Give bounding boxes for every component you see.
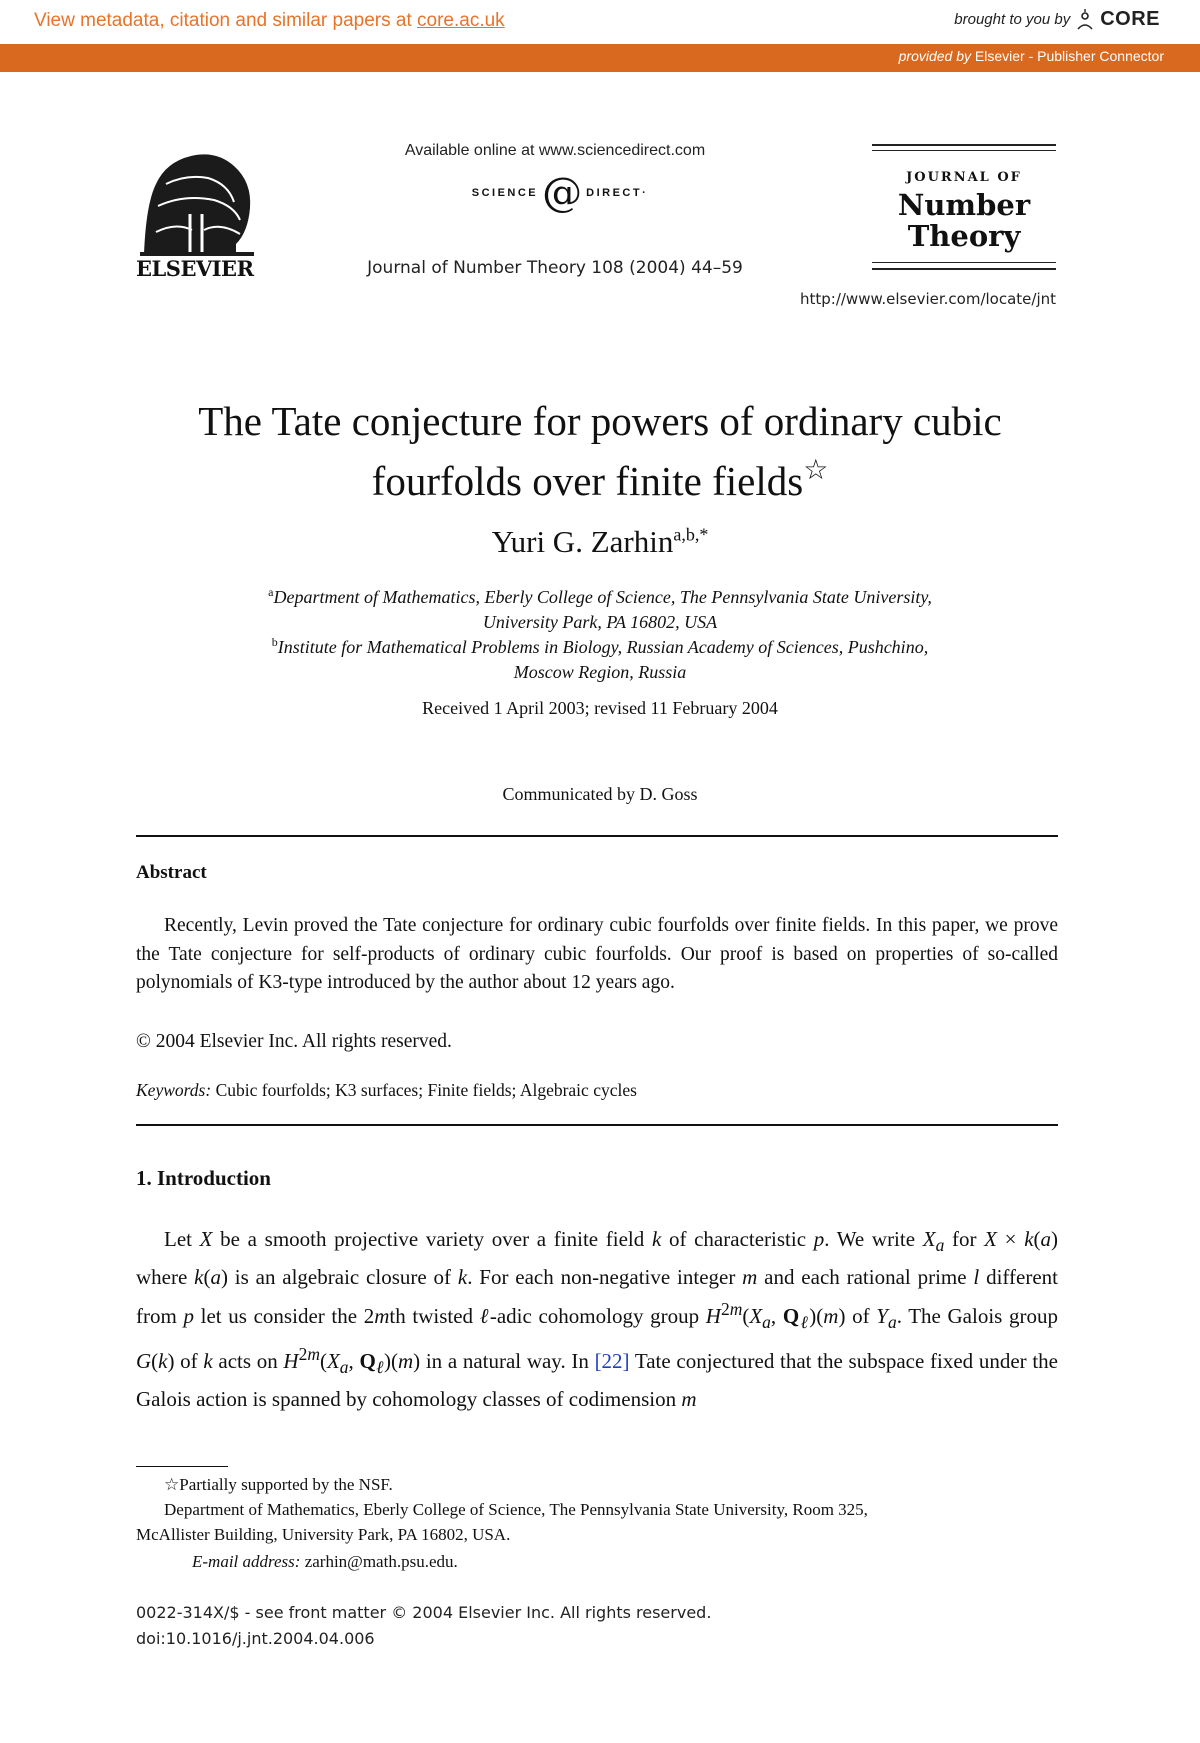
paper-title xyxy=(100,396,1100,506)
reference-link-22[interactable]: [22] xyxy=(594,1348,630,1373)
journal-logo-theory: Theory xyxy=(907,219,1021,253)
issn-line: 0022-314X/$ - see front matter © 2004 Elsevier Inc. All rights reserved. xyxy=(136,1603,712,1622)
elsevier-wordmark: ELSEVIER xyxy=(136,256,254,281)
journal-logo-number: Number xyxy=(897,188,1031,222)
title-line-2 xyxy=(100,446,1100,506)
communicated-by: Communicated by D. Goss xyxy=(502,784,698,804)
intro-paragraph: Let X be a smooth projective variety over a finite field k of characteristic p. We write $X_a$ for X × k(a) where k(a) is an algebraic closure of k. For each non-negative integer m and each rational prime l different from p let us consider the 2mth twisted ℓ-adic cohomology group $H^{2m}(X_a$, $Q_\ell)(m)$ of $Y_a$. The Galois group G(k) of k acts on $H^{2m}(X_a$, $Q_\ell)(m)$ in a natural way. In [22] Tate conjectured that the subspace fixed under the Galois action is spanned by cohomology classes of codimension m xyxy=(136,1227,1059,1411)
title-star-icon: ☆ xyxy=(803,455,829,486)
email-label: E-mail address: xyxy=(192,1552,301,1571)
affiliation-a xyxy=(160,580,1040,635)
abstract-text: Recently, Levin proved the Tate conjecture for ordinary cubic fourfolds over finite fields. In this paper, we prove the Tate conjecture for self-products of ordinary cubic fourfolds. Our proof is based on properties of so-called polynomials of K3-type introduced by the author about 12 years ago. xyxy=(136,915,1058,993)
footnote-address xyxy=(136,1497,1058,1547)
affiliation-b xyxy=(160,630,1040,685)
footnote-star-icon: ☆ xyxy=(164,1475,180,1494)
journal-logo-small: JOURNAL OF xyxy=(906,170,1022,185)
received-dates: Received 1 April 2003; revised 11 February 2004 xyxy=(422,698,778,718)
journal-url[interactable]: http://www.elsevier.com/locate/jnt xyxy=(799,290,1056,308)
abstract-rule-top xyxy=(136,835,1058,837)
footnote-email xyxy=(136,1549,1058,1574)
core-metadata-link[interactable] xyxy=(34,10,505,32)
keywords-list: Cubic fourfolds; K3 surfaces; Finite fields; Algebraic cycles xyxy=(211,1080,637,1100)
footnote-address-2: McAllister Building, University Park, PA 16802, USA. xyxy=(136,1525,511,1544)
author-name xyxy=(100,524,1100,560)
email-address[interactable]: zarhin@math.psu.edu. xyxy=(300,1552,458,1571)
journal-logo-rule-bottom xyxy=(872,268,1056,270)
core-wordmark: CORE xyxy=(1100,8,1160,30)
journal-logo xyxy=(872,144,1056,276)
affil-b-line-1: Institute for Mathematical Problems in Biology, Russian Academy of Sciences, Pushchino, xyxy=(277,637,929,657)
keywords-label: Keywords: xyxy=(136,1080,212,1100)
affil-a-line-2: University Park, PA 16802, USA xyxy=(482,612,718,632)
provided-by-text xyxy=(899,48,1164,64)
footnote-star xyxy=(136,1472,1058,1497)
author-sup: a,b,* xyxy=(673,524,709,545)
affil-b-mark: b xyxy=(271,635,278,649)
affil-b-line-2: Moscow Region, Russia xyxy=(513,662,687,682)
journal-logo-rule-bottom2 xyxy=(872,262,1056,263)
available-online[interactable]: Available online at www.sciencedirect.com xyxy=(404,142,706,159)
core-brand[interactable] xyxy=(954,8,1160,31)
abstract-copyright: © 2004 Elsevier Inc. All rights reserved. xyxy=(136,1031,452,1052)
sd-left-text: SCIENCE xyxy=(471,187,539,199)
doi-line[interactable]: doi:10.1016/j.jnt.2004.04.006 xyxy=(136,1629,375,1648)
journal-logo-rule-top2 xyxy=(872,150,1056,151)
journal-citation: Journal of Number Theory 108 (2004) 44–59 xyxy=(367,258,743,278)
core-link-url[interactable]: core.ac.uk xyxy=(417,10,505,31)
keywords xyxy=(136,1080,637,1101)
provided-by-rest: Elsevier - Publisher Connector xyxy=(971,48,1164,64)
abstract-heading: Abstract xyxy=(136,862,207,883)
brought-by-text: brought to you by xyxy=(954,11,1071,28)
provided-by-italic: provided by xyxy=(898,48,972,64)
affil-a-mark: a xyxy=(268,585,274,599)
title-line-2-text: fourfolds over finite fields xyxy=(371,458,804,504)
sd-at-icon: @ xyxy=(542,170,583,216)
core-logo-icon xyxy=(1076,9,1094,31)
footnote-star-text: Partially supported by the NSF. xyxy=(179,1475,393,1494)
core-link-prefix: View metadata, citation and similar papers at xyxy=(34,10,418,31)
affil-a-line-1: Department of Mathematics, Eberly College of Science, The Pennsylvania State University, xyxy=(273,587,932,607)
journal-logo-rule-top xyxy=(872,144,1056,146)
footnote-rule xyxy=(136,1466,228,1467)
section-heading-introduction: 1. Introduction xyxy=(136,1166,271,1190)
abstract-rule-bottom xyxy=(136,1124,1058,1126)
author-text: Yuri G. Zarhin xyxy=(491,524,674,559)
title-line-1: The Tate conjecture for powers of ordinary cubic xyxy=(198,398,1002,444)
footnote-address-1: Department of Mathematics, Eberly College of Science, The Pennsylvania State University, Room 325, xyxy=(164,1500,868,1519)
sciencedirect-logo[interactable] xyxy=(438,168,682,218)
sd-right-text: DIRECT· xyxy=(586,187,649,199)
